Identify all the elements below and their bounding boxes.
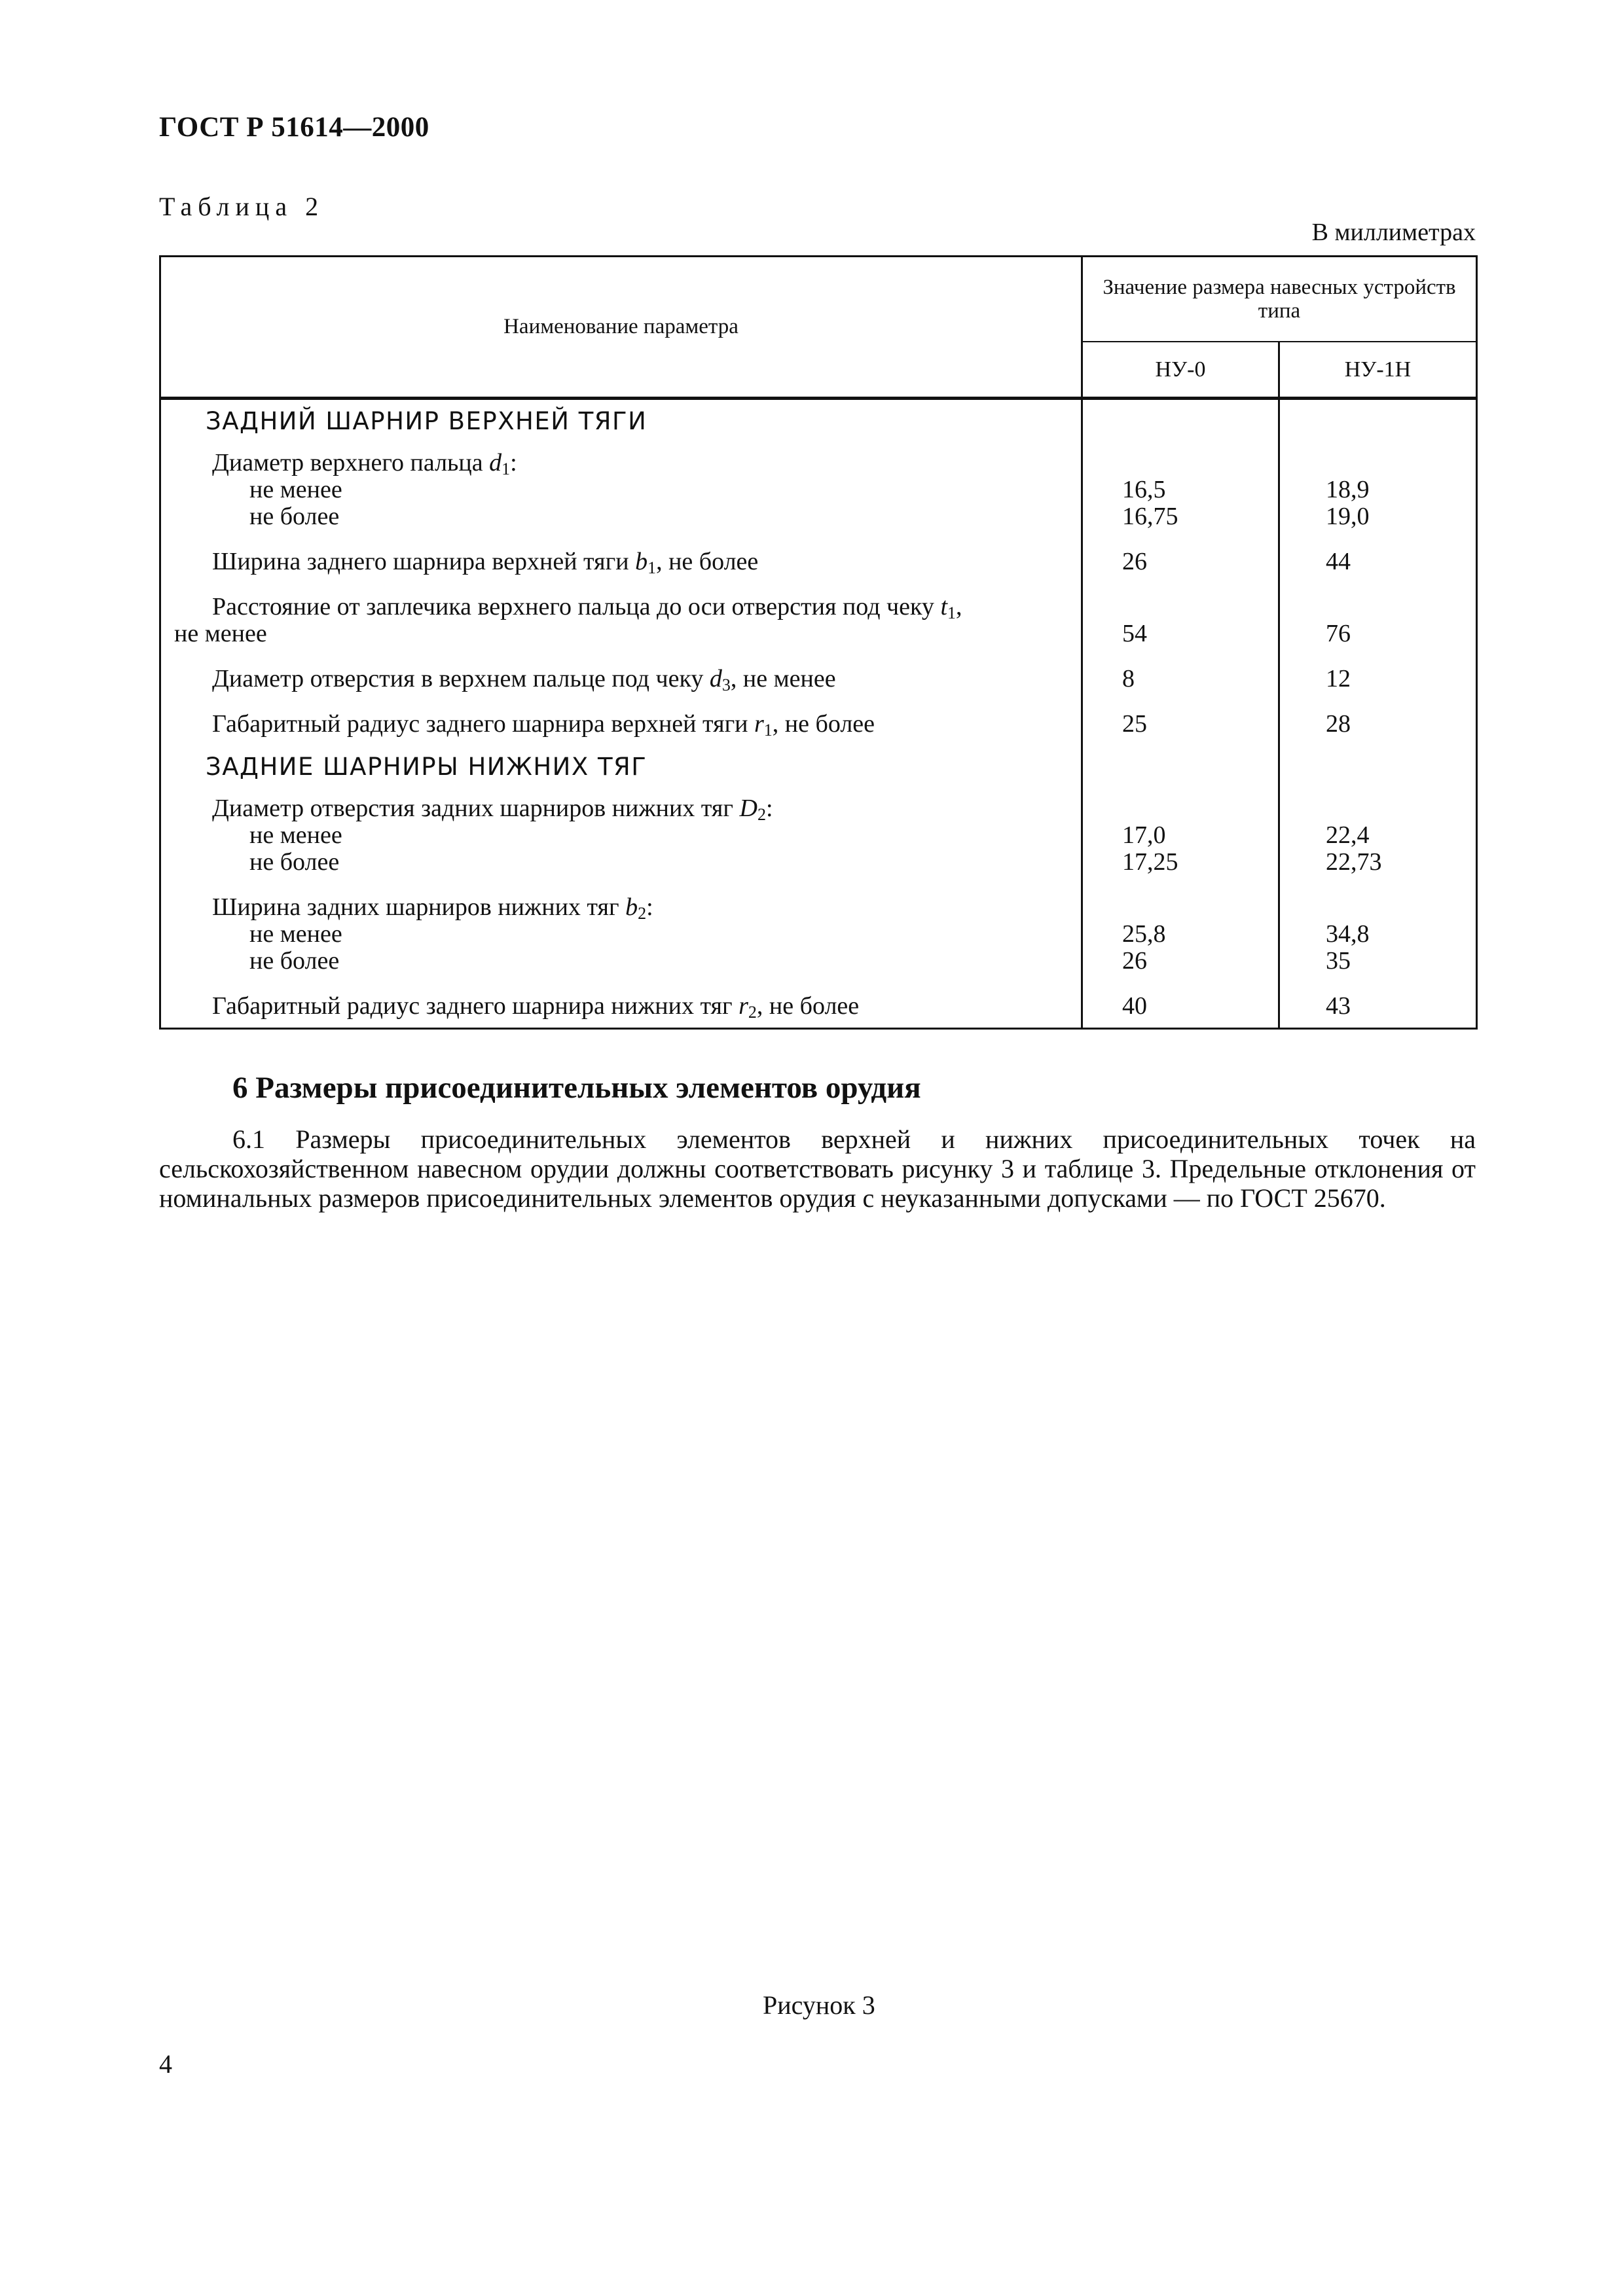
param-symbol-index: 2 <box>748 1003 757 1022</box>
value: 16,5 <box>1122 476 1166 503</box>
table-row <box>160 583 1477 655</box>
parameters-table <box>159 255 1478 1030</box>
param-symbol: b <box>625 893 638 921</box>
param-symbol: d <box>709 665 722 692</box>
sub-label: не более <box>249 947 340 975</box>
param-cell <box>160 982 1082 1029</box>
table-row <box>160 884 1477 982</box>
value-cell: 8 <box>1082 655 1279 700</box>
param-symbol: d <box>489 449 502 476</box>
param-suffix: , не более <box>656 548 759 575</box>
table-row <box>160 745 1477 785</box>
param-cell <box>160 439 1082 538</box>
param-label: Габаритный радиус заднего шарнира нижних тяг <box>212 992 739 1020</box>
param-label: Диаметр отверстия в верхнем пальце под чеку <box>212 665 710 692</box>
value: 25,8 <box>1122 920 1166 948</box>
value-cell <box>1082 583 1279 655</box>
value-cell <box>1082 884 1279 982</box>
col-header-group: Значение размера навесных устройств типа <box>1082 257 1477 342</box>
value-cell: 26 <box>1082 538 1279 583</box>
section-heading: ЗАДНИЙ ШАРНИР ВЕРХНЕЙ ТЯГИ <box>160 399 1082 440</box>
param-label: Диаметр верхнего пальца <box>212 449 490 476</box>
value-cell <box>1279 884 1477 982</box>
table-units: В миллиметрах <box>1311 219 1476 246</box>
value-cell <box>1279 583 1477 655</box>
value-cell <box>1082 785 1279 884</box>
sub-label: не менее <box>249 821 342 849</box>
sub-label: не менее <box>249 476 342 503</box>
value-cell: 28 <box>1279 700 1477 745</box>
sub-label: не более <box>249 503 340 530</box>
col-header-nu1n: НУ-1Н <box>1279 342 1477 399</box>
table-row <box>160 655 1477 700</box>
document-header: ГОСТ Р 51614—2000 <box>159 112 429 143</box>
value: 22,73 <box>1326 848 1382 876</box>
value: 17,0 <box>1122 821 1166 849</box>
value: 26 <box>1122 947 1147 975</box>
param-suffix: : <box>765 795 773 822</box>
param-symbol: t <box>940 593 947 620</box>
col-header-name: Наименование параметра <box>160 257 1082 399</box>
value: 76 <box>1326 620 1351 647</box>
value-cell: 44 <box>1279 538 1477 583</box>
value: 54 <box>1122 620 1147 647</box>
section-paragraph <box>159 1124 1476 1213</box>
param-cell <box>160 655 1082 700</box>
param-label: Габаритный радиус заднего шарнира верхней тяги <box>212 710 754 738</box>
param-symbol-index: 1 <box>763 721 773 740</box>
param-suffix: , не менее <box>730 665 836 692</box>
param-symbol-index: 1 <box>947 603 956 622</box>
param-symbol-index: 1 <box>501 459 511 478</box>
param-symbol: b <box>635 548 648 575</box>
sub-label: не менее <box>249 920 342 948</box>
param-symbol-index: 2 <box>638 904 647 923</box>
param-label: Расстояние от заплечика верхнего пальца до оси отверстия под чеку <box>212 593 941 620</box>
param-label: Ширина заднего шарнира верхней тяги <box>212 548 636 575</box>
table-caption: Таблица 2 <box>159 192 325 221</box>
value: 17,25 <box>1122 848 1178 876</box>
table-row <box>160 700 1477 745</box>
value-cell <box>1279 439 1477 538</box>
table-row <box>160 439 1477 538</box>
value-cell: 25 <box>1082 700 1279 745</box>
value: 19,0 <box>1326 503 1370 530</box>
param-symbol-index: 3 <box>721 675 731 694</box>
value-cell: 12 <box>1279 655 1477 700</box>
value-cell: 43 <box>1279 982 1477 1029</box>
value-cell: 40 <box>1082 982 1279 1029</box>
param-symbol: D <box>739 795 757 822</box>
param-symbol-index: 1 <box>647 558 657 577</box>
value: 34,8 <box>1326 920 1370 948</box>
section-heading: ЗАДНИЕ ШАРНИРЫ НИЖНИХ ТЯГ <box>160 745 1082 785</box>
param-symbol: r <box>754 710 764 738</box>
page-number: 4 <box>159 2049 172 2079</box>
figure-caption: Рисунок 3 <box>763 1990 875 2020</box>
param-label-continued: не менее <box>174 620 267 647</box>
param-symbol: r <box>739 992 748 1020</box>
table-row <box>160 399 1477 440</box>
paragraph-text: 6.1 Размеры присоединительных элементов верхней и нижних присоединительных точек на сельскохозяйственном навесном орудии должны соответствовать рисунку 3 и таблице 3. Предельные отклонения от номинальных размеров присоединительных элементов орудия с неуказанными допусками — по ГОСТ 25670. <box>159 1124 1476 1213</box>
param-cell <box>160 700 1082 745</box>
param-suffix: , не более <box>772 710 875 738</box>
value: 16,75 <box>1122 503 1178 530</box>
value-cell <box>1279 785 1477 884</box>
param-label: Диаметр отверстия задних шарниров нижних тяг <box>212 795 740 822</box>
param-symbol-index: 2 <box>757 805 766 824</box>
section-title: 6 Размеры присоединительных элементов орудия <box>232 1071 921 1105</box>
table-row <box>160 538 1477 583</box>
param-cell <box>160 583 1082 655</box>
value-cell <box>1082 439 1279 538</box>
param-cell <box>160 785 1082 884</box>
table-row <box>160 982 1477 1029</box>
param-label: Ширина задних шарниров нижних тяг <box>212 893 626 921</box>
param-suffix: : <box>510 449 517 476</box>
param-suffix: : <box>646 893 653 921</box>
param-suffix: , не более <box>756 992 860 1020</box>
param-cell <box>160 538 1082 583</box>
sub-label: не более <box>249 848 340 876</box>
value: 18,9 <box>1326 476 1370 503</box>
param-cell <box>160 884 1082 982</box>
col-header-nu0: НУ-0 <box>1082 342 1279 399</box>
value: 22,4 <box>1326 821 1370 849</box>
param-suffix: , <box>956 593 962 620</box>
table-row <box>160 785 1477 884</box>
value: 35 <box>1326 947 1351 975</box>
